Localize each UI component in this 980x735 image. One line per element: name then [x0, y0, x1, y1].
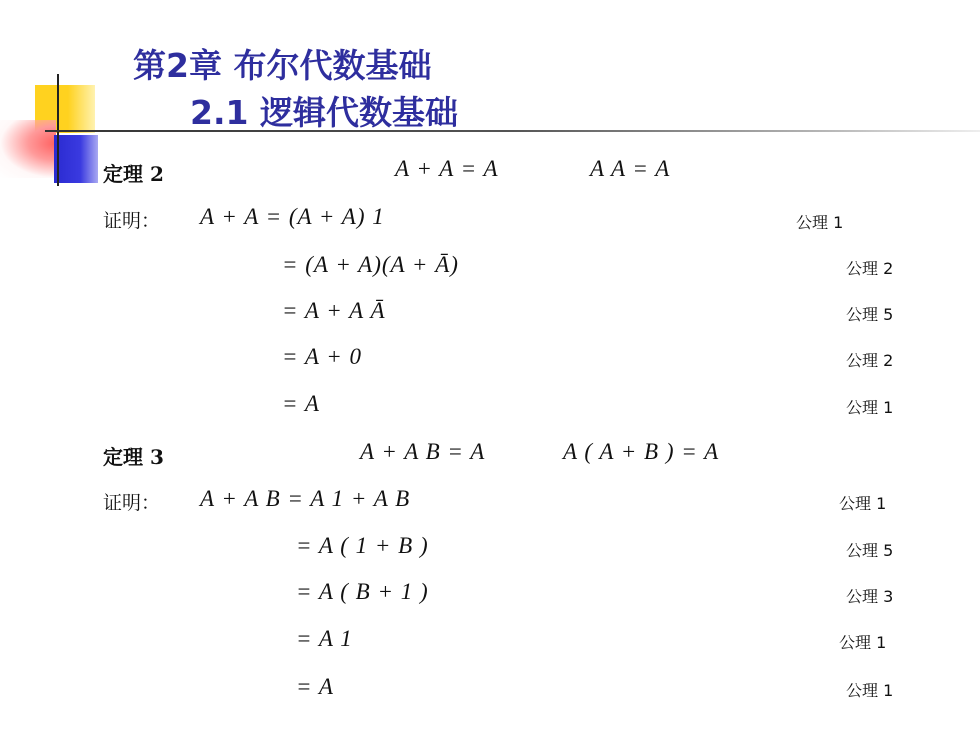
title-underline — [45, 130, 980, 132]
theorem-3-step-3: = A ( B + 1 ) — [296, 579, 429, 604]
section-title: 2.1 逻辑代数基础 — [190, 93, 458, 132]
theorem-2-step-3: = A + A Ā — [282, 298, 386, 323]
theorem-2-step-1: A + A = (A + A) 1 — [200, 204, 385, 229]
theorem-2-label: 定理 2 — [103, 162, 164, 186]
theorem-2-step-2: = (A + A)(A + Ā) — [282, 252, 459, 277]
theorem-3-step-4-axiom: 公理 1 — [839, 633, 887, 652]
theorem-3-step-3-axiom: 公理 3 — [846, 587, 894, 606]
theorem-2-step-5-axiom: 公理 1 — [846, 398, 894, 417]
chapter-title: 第2章 布尔代数基础 — [133, 46, 432, 85]
theorem-2-step-2-axiom: 公理 2 — [846, 259, 894, 278]
theorem-2-step-3-axiom: 公理 5 — [846, 305, 894, 324]
theorem-3-step-5-axiom: 公理 1 — [846, 681, 894, 700]
theorem-3-step-1-axiom: 公理 1 — [839, 494, 887, 513]
theorem-3-formula-product: A ( A + B ) = A — [563, 439, 720, 464]
theorem-3-step-2: = A ( 1 + B ) — [296, 533, 429, 558]
theorem-3-step-2-axiom: 公理 5 — [846, 541, 894, 560]
theorem-2-proof-label: 证明： — [103, 210, 161, 232]
theorem-3-step-1: A + A B = A 1 + A B — [200, 486, 411, 511]
theorem-2-step-1-axiom: 公理 1 — [796, 213, 844, 232]
theorem-2-formula-product: A A = A — [590, 156, 671, 181]
theorem-2-step-4-axiom: 公理 2 — [846, 351, 894, 370]
theorem-3-formula-sum: A + A B = A — [360, 439, 486, 464]
theorem-3-proof-label: 证明： — [103, 492, 161, 514]
theorem-2-step-4: = A + 0 — [282, 344, 363, 369]
theorem-2-formula-sum: A + A = A — [395, 156, 499, 181]
theorem-3-step-4: = A 1 — [296, 626, 353, 651]
decorative-blue-square — [54, 135, 98, 183]
theorem-3-label: 定理 3 — [103, 445, 164, 469]
theorem-3-step-5: = A — [296, 674, 334, 699]
decorative-red-glow — [0, 120, 56, 178]
theorem-2-step-5: = A — [282, 391, 320, 416]
